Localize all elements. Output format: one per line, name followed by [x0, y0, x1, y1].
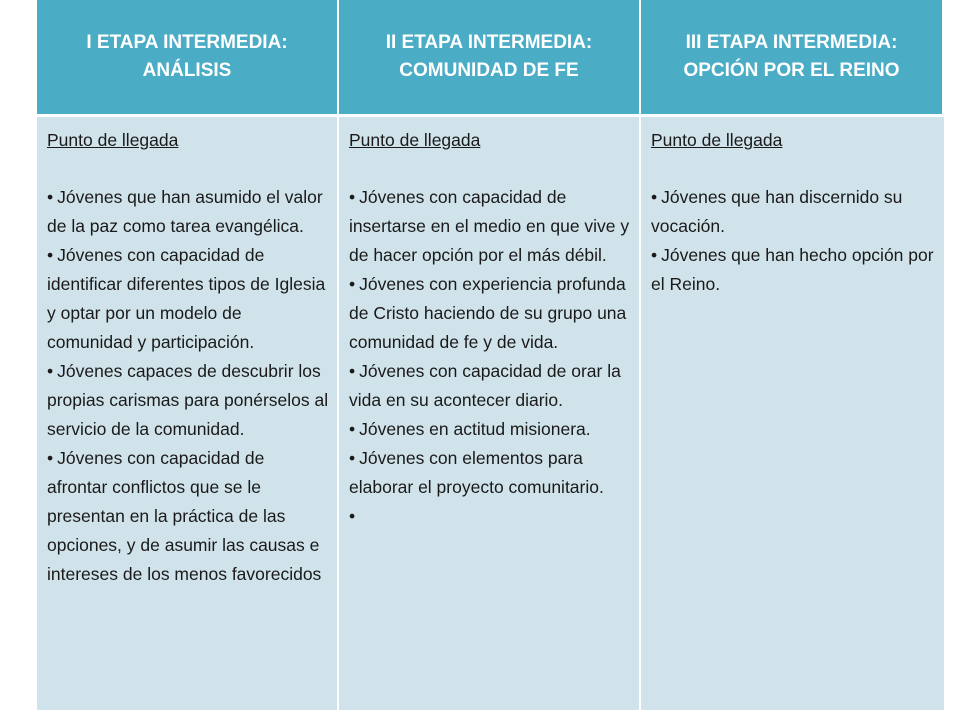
objectives-list [47, 183, 329, 589]
header-stage-2 [339, 0, 641, 117]
list-item [47, 183, 329, 241]
list-item [47, 357, 329, 444]
bullet-icon: • [349, 274, 356, 294]
list-item [651, 241, 936, 299]
stages-table [37, 0, 944, 710]
cell-subtitle: Punto de llegada [349, 130, 481, 150]
list-item [47, 444, 329, 589]
list-item-text: Jóvenes con capacidad de afrontar conflictos que se le presentan en la práctica de las opciones, y de asumir las causas e intereses de los menos favorecidos [47, 448, 322, 584]
list-item-text: Jóvenes que han hecho opción por el Reino. [651, 245, 934, 294]
list-item-text: Jóvenes con elementos para elaborar el proyecto comunitario. [349, 448, 604, 497]
bullet-icon: • [651, 245, 658, 265]
list-item-text: Jóvenes en actitud misionera. [359, 419, 591, 439]
list-item-text: Jóvenes con capacidad de orar la vida en su acontecer diario. [349, 361, 621, 410]
header-stage-2-line2: COMUNIDAD DE FE [399, 60, 579, 81]
list-item [349, 183, 631, 270]
list-item [349, 357, 631, 415]
header-stage-3-line1: III ETAPA INTERMEDIA: [685, 32, 898, 53]
list-item-text: Jóvenes con capacidad de identificar diferentes tipos de Iglesia y optar por un modelo de comunidad y participación. [47, 245, 326, 352]
list-item-text: Jóvenes que han asumido el valor de la paz como tarea evangélica. [47, 187, 323, 236]
body-cell-stage-2 [339, 117, 641, 710]
list-item-text: Jóvenes capaces de descubrir los propias carismas para ponérselos al servicio de la comunidad. [47, 361, 329, 439]
header-stage-1-line2: ANÁLISIS [142, 60, 232, 81]
bullet-icon: • [651, 187, 658, 207]
bullet-icon: • [349, 448, 356, 468]
bullet-icon: • [47, 448, 54, 468]
objectives-list [651, 183, 936, 299]
header-stage-1-line1: I ETAPA INTERMEDIA: [86, 32, 288, 53]
list-item [651, 183, 936, 241]
header-stage-3 [641, 0, 944, 117]
bullet-icon: • [349, 506, 356, 526]
list-item [349, 502, 631, 531]
list-item-text: Jóvenes con capacidad de insertarse en el medio en que vive y de hacer opción por el más débil. [349, 187, 630, 265]
header-stage-3-line2: OPCIÓN POR EL REINO [683, 60, 900, 81]
bullet-icon: • [349, 361, 356, 381]
list-item [349, 415, 631, 444]
bullet-icon: • [349, 187, 356, 207]
bullet-icon: • [47, 187, 54, 207]
objectives-list [349, 183, 631, 531]
list-item [349, 270, 631, 357]
cell-subtitle: Punto de llegada [47, 130, 179, 150]
cell-subtitle: Punto de llegada [651, 130, 783, 150]
header-stage-1 [37, 0, 339, 117]
header-stage-2-line1: II ETAPA INTERMEDIA: [385, 32, 593, 53]
list-item [47, 241, 329, 357]
body-cell-stage-3 [641, 117, 944, 710]
bullet-icon: • [349, 419, 356, 439]
bullet-icon: • [47, 361, 54, 381]
bullet-icon: • [47, 245, 54, 265]
list-item-text: Jóvenes con experiencia profunda de Cristo haciendo de su grupo una comunidad de fe y de vida. [349, 274, 627, 352]
list-item-text: Jóvenes que han discernido su vocación. [651, 187, 903, 236]
body-cell-stage-1 [37, 117, 339, 710]
list-item [349, 444, 631, 502]
